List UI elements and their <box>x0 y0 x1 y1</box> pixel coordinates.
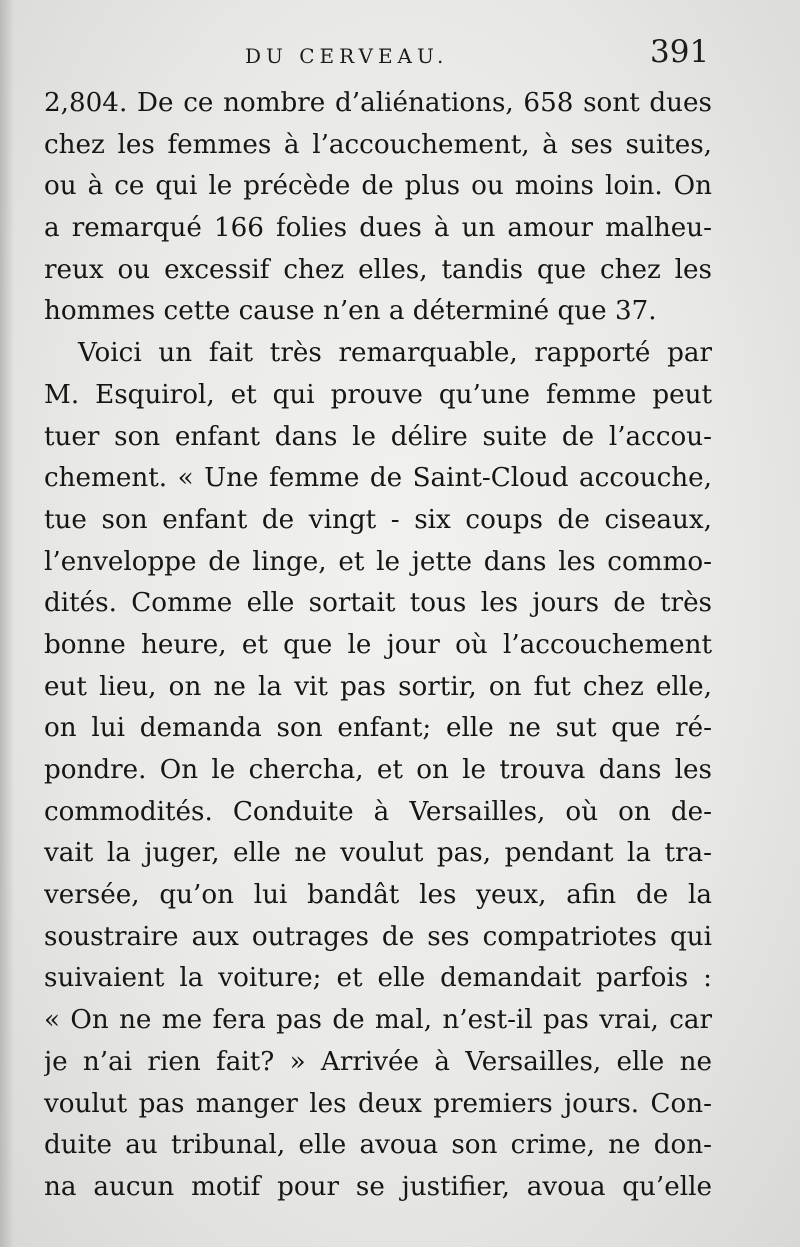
text-line: chement. « Une femme de Saint-Cloud accouche, <box>44 463 712 494</box>
paragraph-start-line: Voici un fait très remarquable, rapporté par <box>78 338 712 369</box>
text-line: versée, qu’on lui bandât les yeux, afin de la <box>44 880 712 911</box>
text-line: duite au tribunal, elle avoua son crime, ne don- <box>44 1130 712 1161</box>
text-line: ou à ce qui le précède de plus ou moins loin. On <box>44 171 712 202</box>
text-line: « On ne me fera pas de mal, n’est-il pas vrai, car <box>44 1005 712 1036</box>
text-body <box>44 83 712 1209</box>
text-line: vait la juger, elle ne voulut pas, pendant la tra- <box>44 838 712 869</box>
text-line: 2,804. De ce nombre d’aliénations, 658 sont dues <box>44 88 712 118</box>
text-line: na aucun motif pour se justifier, avoua qu’elle <box>44 1171 712 1202</box>
text-line: tue son enfant de vingt - six coups de ciseaux, <box>44 504 712 535</box>
text-line: M. Esquirol, et qui prouve qu’une femme peut <box>44 379 712 410</box>
page-number: 391 <box>650 34 710 70</box>
gutter-shadow <box>0 0 14 1247</box>
text-line: je n’ai rien fait? » Arrivée à Versailles, elle ne <box>44 1046 712 1077</box>
text-line: eut lieu, on ne la vit pas sortir, on fut chez elle, <box>44 671 712 702</box>
text-line: voulut pas manger les deux premiers jours. Con- <box>44 1088 712 1119</box>
running-head: DU CERVEAU. <box>245 44 449 68</box>
text-line: dités. Comme elle sortait tous les jours de très <box>44 588 712 619</box>
text-line: bonne heure, et que le jour où l’accouchement <box>44 629 712 660</box>
text-line: pondre. On le chercha, et on le trouva dans les <box>44 755 712 785</box>
text-line: l’enveloppe de linge, et le jette dans les commo- <box>44 546 712 577</box>
text-line: commodités. Conduite à Versailles, où on de- <box>44 796 712 827</box>
text-line: tuer son enfant dans le délire suite de l’accou- <box>44 421 712 452</box>
paragraph-end-line: hommes cette cause n’en a déterminé que 37. <box>44 296 657 327</box>
text-line: reux ou excessif chez elles, tandis que chez les <box>44 254 712 285</box>
text-line: a remarqué 166 folies dues à un amour malheu- <box>44 213 712 244</box>
page-header <box>0 34 800 84</box>
text-line: on lui demanda son enfant; elle ne sut que ré- <box>44 713 712 744</box>
text-line: chez les femmes à l’accouchement, à ses suites, <box>44 129 712 160</box>
text-line: suivaient la voiture; et elle demandait parfois : <box>44 963 712 994</box>
text-line: soustraire aux outrages de ses compatriotes qui <box>44 921 712 952</box>
